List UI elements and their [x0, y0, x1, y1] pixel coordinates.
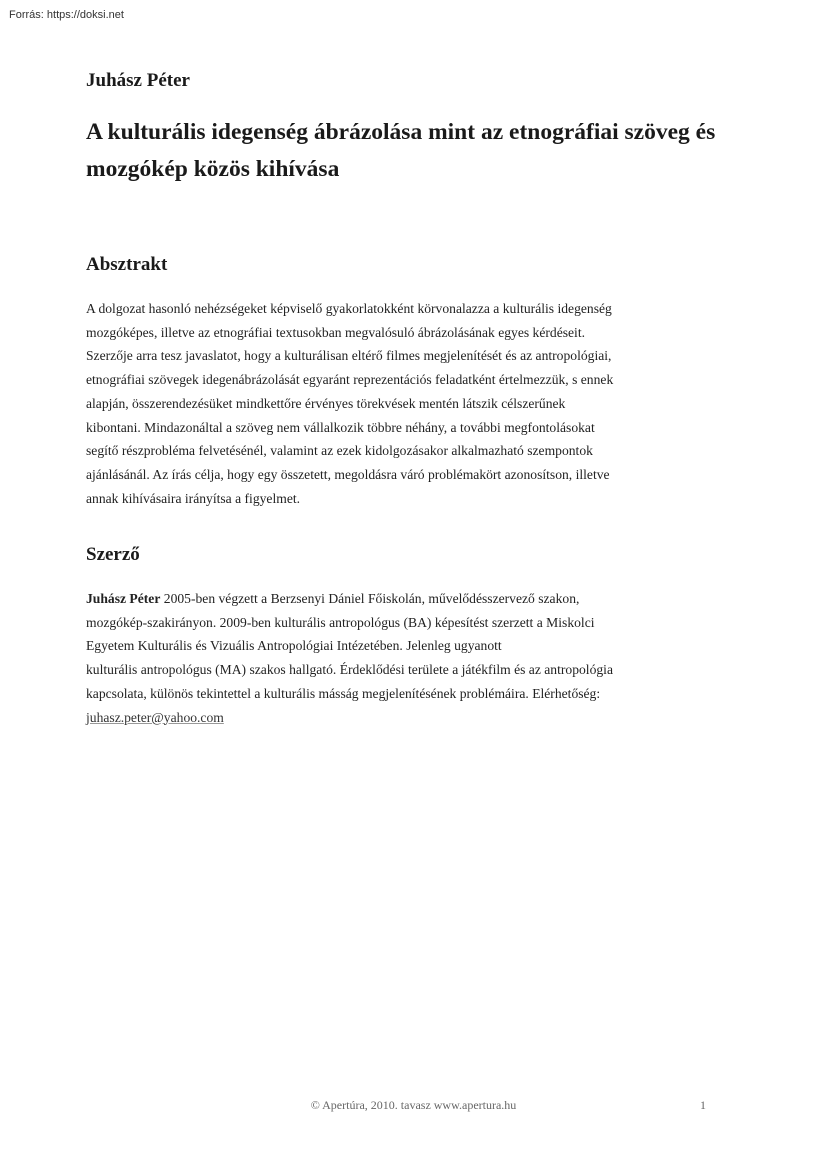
page-number: 1 [700, 1098, 706, 1112]
author-bio-line: kulturális antropológus (MA) szakos hallgató. Érdeklődési területe a játékfilm és az antropológia [86, 662, 613, 678]
abstract-line: kibontani. Mindazonáltal a szöveg nem vállalkozik többre néhány, a további megfontolásokat [86, 419, 595, 435]
author-bio-line: kapcsolata, különös tekintettel a kulturális másság megjelenítésének problémáira. Elérhetőség: [86, 685, 601, 701]
author-bio-line: Egyetem Kulturális és Vizuális Antropológiai Intézetében. Jelenleg ugyanott [86, 638, 502, 654]
abstract-line: Szerzője arra tesz javaslatot, hogy a kulturálisan eltérő filmes megjelenítését és az antropológiai, [86, 348, 612, 364]
article-title: A kulturális idegenség ábrázolása mint az etnográfiai szöveg és mozgókép közös kihívása [86, 119, 716, 182]
abstract-line: annak kihívásaira irányítsa a figyelmet. [86, 490, 301, 506]
abstract-heading: Absztrakt [86, 254, 168, 275]
abstract-line: alapján, összerendezésüket mindkettőre érvényes törekvések mentén látszik célszerűnek [86, 395, 566, 411]
source-label: Forrás: https://doksi.net [9, 9, 124, 21]
abstract-line: mozgóképes, illetve az etnográfiai textusokban megvalósuló ábrázolásának egyes kérdéseit. [86, 324, 586, 340]
abstract-text [86, 297, 726, 510]
author-heading: Szerző [86, 544, 140, 565]
abstract-line: A dolgozat hasonló nehézségeket képviselő gyakorlatokként körvonalazza a kulturális idegenség [86, 301, 612, 316]
author-name: Juhász Péter [86, 70, 190, 91]
page-footer: © Apertúra, 2010. tavasz www.apertura.hu [310, 1098, 517, 1112]
author-bio-name: Juhász Péter [86, 591, 161, 606]
author-bio [86, 587, 726, 729]
abstract-line: ajánlásánál. Az írás célja, hogy egy összetett, megoldásra váró problémakört azonosítson, illetve [86, 466, 610, 482]
author-email-line [86, 706, 726, 730]
author-bio-line [86, 587, 726, 611]
abstract-line: etnográfiai szövegek idegenábrázolását egyaránt reprezentációs feladatként értelmezzük, s ennek [86, 372, 614, 388]
author-bio-line-rest: 2005-ben végzett a Berzsenyi Dániel Főiskolán, művelődésszervező szakon, [160, 591, 580, 606]
abstract-line: segítő részprobléma felvetésénél, valamint az ezek kidolgozásakor alkalmazható szempontok [86, 443, 593, 459]
author-email-link[interactable]: juhasz.peter@yahoo.com [86, 709, 224, 725]
author-bio-line: mozgókép-szakirányon. 2009-ben kulturális antropológus (BA) képesítést szerzett a Miskolci [86, 614, 595, 630]
